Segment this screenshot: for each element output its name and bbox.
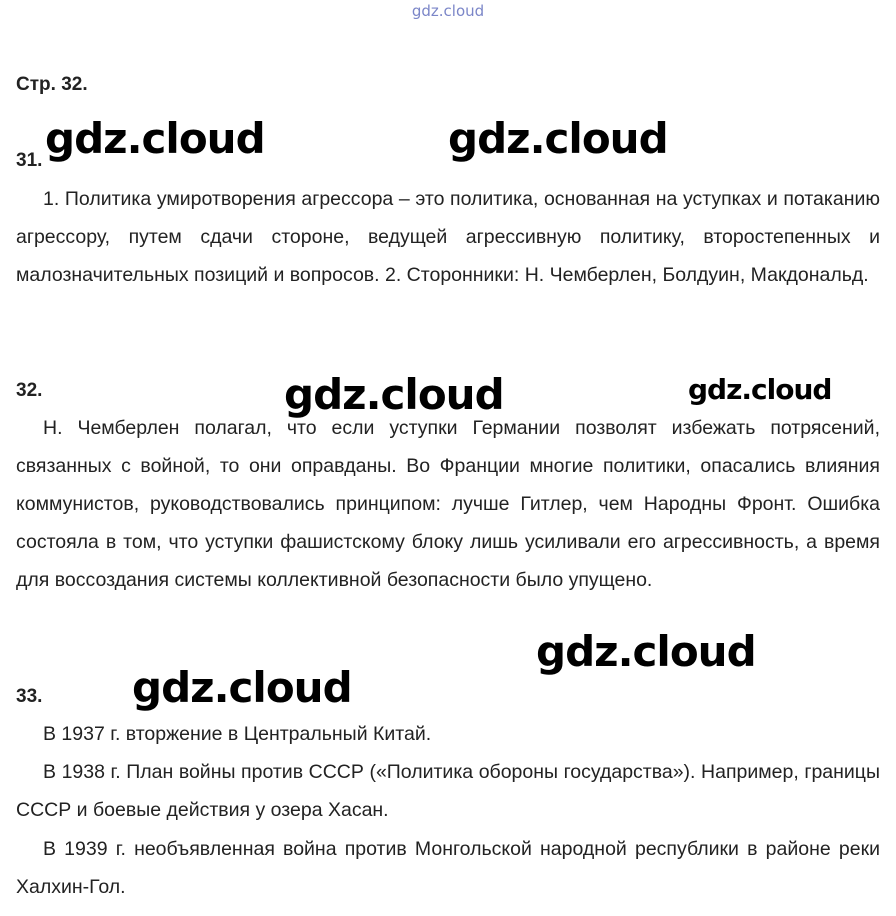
answer-31-paragraph: 1. Политика умиротворения агрессора – это политика, основанная на уступках и потаканию агрессору, путем сдачи стороне, ведущей агрессивную политику, второстепенных и малозначительных позиций и вопросов. 2. Сторонники: Н. Чемберлен, Болдуин, Макдональд. xyxy=(16,188,880,286)
top-watermark: gdz.cloud xyxy=(411,2,485,20)
answer-32-paragraph: Н. Чемберлен полагал, что если уступки Германии позволят избежать потрясений, связанных с войной, то они оправданы. Во Франции многие политики, опасались влияния коммунистов, руководствовались принципом: лучше Гитлер, чем Народны Фронт. Ошибка состояла в том, что уступки фашистскому блоку лишь усиливали его агрессивность, а время для воссоздания системы коллективной безопасности было упущено. xyxy=(16,417,880,591)
watermark-text: gdz.cloud xyxy=(448,114,668,163)
watermark-text: gdz.cloud xyxy=(284,370,504,419)
watermark-text: gdz.cloud xyxy=(688,373,832,406)
watermark-text: gdz.cloud xyxy=(536,627,756,676)
page-heading: Стр. 32. xyxy=(16,74,88,95)
watermark-text: gdz.cloud xyxy=(45,114,265,163)
question-number-32: 32. xyxy=(16,380,43,401)
question-number-33: 33. xyxy=(16,686,43,707)
answer-33-line-1937: В 1937 г. вторжение в Центральный Китай. xyxy=(43,723,432,745)
watermark-text: gdz.cloud xyxy=(132,663,352,712)
answer-33-paragraph-1939: В 1939 г. необъявленная война против Монгольской народной республики в районе реки Халхин-Гол. xyxy=(16,838,880,898)
answer-33-paragraph-1938: В 1938 г. План войны против СССР («Политика обороны государства»). Например, границы СССР и боевые действия у озера Хасан. xyxy=(16,761,880,821)
question-number-31: 31. xyxy=(16,150,43,171)
